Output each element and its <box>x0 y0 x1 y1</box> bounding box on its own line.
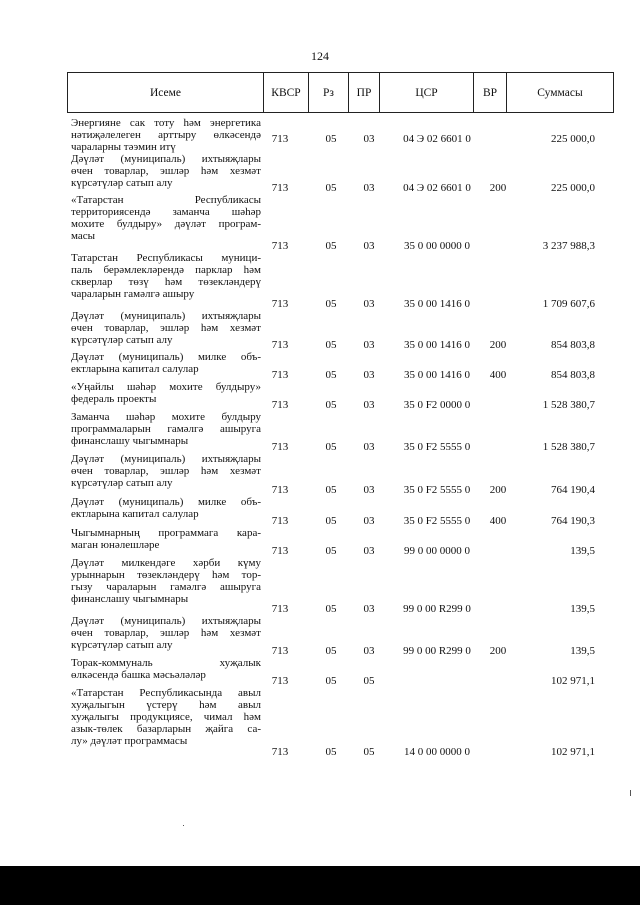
table-row <box>0 687 640 758</box>
kvsr-cell: 713 <box>271 132 289 145</box>
kvsr-cell: 713 <box>271 483 289 496</box>
row-name-line: Дәүләт (муниципаль) ихтыяҗлары <box>71 310 261 322</box>
vr-cell: 200 <box>489 338 507 351</box>
row-name <box>71 117 261 153</box>
row-name-line: Чыгымнарның программага кара- <box>71 527 261 539</box>
row-name-line: урыннарын төзекләндерү һәм тор- <box>71 569 261 582</box>
pr-cell: 05 <box>363 745 375 758</box>
sum-cell: 1 528 380,7 <box>542 440 595 453</box>
row-name-line: ектларына капитал салулар <box>71 508 199 521</box>
rz-cell: 05 <box>325 644 337 657</box>
rz-cell: 05 <box>325 674 337 687</box>
sum-cell: 225 000,0 <box>551 181 595 194</box>
pr-cell: 03 <box>363 483 375 496</box>
table-row <box>0 453 640 496</box>
budget-rows <box>0 117 640 758</box>
row-name-line: «Татарстан Республикасы <box>71 194 261 206</box>
pr-cell: 03 <box>363 239 375 252</box>
sum-cell: 854 803,8 <box>551 338 595 351</box>
row-name-line: Дәүләт (муниципаль) ихтыяҗлары <box>71 453 261 465</box>
row-name-line: нәтиҗәлелеген арттыру өлкәсендә <box>71 129 261 142</box>
row-name <box>71 351 261 375</box>
table-row <box>0 657 640 687</box>
csr-cell: 99 0 00 R299 0 <box>403 602 471 615</box>
vr-cell: 400 <box>489 514 507 527</box>
row-name-line: территориясендә заманча шәһәр <box>71 206 261 219</box>
csr-cell: 35 0 00 1416 0 <box>404 368 470 381</box>
kvsr-cell: 713 <box>271 544 289 557</box>
vr-cell: 200 <box>489 644 507 657</box>
row-name-line: Дәүләт (муниципаль) милке объ- <box>71 496 261 508</box>
row-name <box>71 310 261 346</box>
scan-speck <box>183 825 184 826</box>
rz-cell: 05 <box>325 398 337 411</box>
row-name-line: Дәүләт милкендәге хәрби күму <box>71 557 261 569</box>
vr-cell: 400 <box>489 368 507 381</box>
pr-cell: 03 <box>363 544 375 557</box>
header-vr: ВР <box>474 73 507 113</box>
row-name-line: өлкәсендә башка мәсьәләләр <box>71 669 206 682</box>
header-pr: ПР <box>349 73 380 113</box>
rz-cell: 05 <box>325 239 337 252</box>
kvsr-cell: 713 <box>271 368 289 381</box>
row-name-line: өчен товарлар, эшләр һәм хезмәт <box>71 465 261 478</box>
kvsr-cell: 713 <box>271 440 289 453</box>
row-name-line: скверлар төзү һәм төзекләндерү <box>71 276 261 289</box>
pr-cell: 03 <box>363 181 375 194</box>
pr-cell: 03 <box>363 398 375 411</box>
row-name-line: хуҗалыгы продукциясе, чимал һәм <box>71 711 261 724</box>
row-name-line: маган юнәлешләре <box>71 539 160 552</box>
pr-cell: 03 <box>363 338 375 351</box>
row-name-line: программаларын гамәлгә ашыруга <box>71 423 261 436</box>
row-name-line: Заманча шәһәр мохите булдыру <box>71 411 261 423</box>
header-sum: Суммасы <box>507 73 614 113</box>
rz-cell: 05 <box>325 745 337 758</box>
row-name-line: мохите булдыру» дәүләт програм- <box>71 218 261 231</box>
kvsr-cell: 713 <box>271 602 289 615</box>
kvsr-cell: 713 <box>271 745 289 758</box>
table-row <box>0 527 640 557</box>
table-row <box>0 194 640 252</box>
row-name-line: гызу чараларын гамәлгә ашыруга <box>71 581 261 594</box>
row-name-line: паль берәмлекләрендә парклар һәм <box>71 264 261 277</box>
rz-cell: 05 <box>325 181 337 194</box>
row-name <box>71 411 261 447</box>
rz-cell: 05 <box>325 514 337 527</box>
row-name-line: Дәүләт (муниципаль) ихтыяҗлары <box>71 615 261 627</box>
scan-speck <box>630 790 631 796</box>
rz-cell: 05 <box>325 602 337 615</box>
csr-cell: 35 0 F2 5555 0 <box>403 440 471 453</box>
row-name-line: ектларына капитал салулар <box>71 363 199 376</box>
csr-cell: 04 Э 02 6601 0 <box>403 132 471 145</box>
row-name-line: өчен товарлар, эшләр һәм хезмәт <box>71 165 261 178</box>
rz-cell: 05 <box>325 132 337 145</box>
table-header <box>67 72 614 113</box>
kvsr-cell: 713 <box>271 239 289 252</box>
sum-cell: 1 709 607,6 <box>542 297 595 310</box>
row-name-line: лу» дәүләт программасы <box>71 735 188 748</box>
sum-cell: 139,5 <box>570 544 595 557</box>
row-name <box>71 381 261 405</box>
kvsr-cell: 713 <box>271 297 289 310</box>
csr-cell: 99 0 00 0000 0 <box>404 544 470 557</box>
row-name <box>71 496 261 520</box>
csr-cell: 35 0 00 0000 0 <box>404 239 470 252</box>
rz-cell: 05 <box>325 544 337 557</box>
rz-cell: 05 <box>325 297 337 310</box>
row-name-line: Татарстан Республикасы муници- <box>71 252 261 264</box>
kvsr-cell: 713 <box>271 338 289 351</box>
row-name-line: күрсәтүләр сатып алу <box>71 477 173 490</box>
kvsr-cell: 713 <box>271 644 289 657</box>
row-name <box>71 194 261 242</box>
row-name-line: «Уңайлы шәһәр мохите булдыру» <box>71 381 261 393</box>
sum-cell: 139,5 <box>570 644 595 657</box>
row-name <box>71 252 261 300</box>
kvsr-cell: 713 <box>271 674 289 687</box>
pr-cell: 03 <box>363 132 375 145</box>
row-name <box>71 615 261 651</box>
table-row <box>0 615 640 657</box>
header-name: Исеме <box>68 73 264 113</box>
row-name-line: Дәүләт (муниципаль) ихтыяҗлары <box>71 153 261 165</box>
row-name-line: өчен товарлар, эшләр һәм хезмәт <box>71 627 261 640</box>
row-name <box>71 153 261 189</box>
row-name <box>71 687 261 747</box>
table-row <box>0 310 640 351</box>
csr-cell: 14 0 00 0000 0 <box>404 745 470 758</box>
header-rz: Рз <box>309 73 349 113</box>
row-name-line: финанслашу чыгымнары <box>71 435 189 448</box>
kvsr-cell: 713 <box>271 398 289 411</box>
csr-cell: 35 0 00 1416 0 <box>404 297 470 310</box>
csr-cell: 35 0 F2 5555 0 <box>403 514 471 527</box>
page-number: 124 <box>311 49 329 63</box>
table-row <box>0 557 640 615</box>
sum-cell: 1 528 380,7 <box>542 398 595 411</box>
csr-cell: 35 0 F2 0000 0 <box>403 398 471 411</box>
header-csr: ЦСР <box>380 73 474 113</box>
sum-cell: 3 237 988,3 <box>542 239 595 252</box>
sum-cell: 102 971,1 <box>551 674 595 687</box>
row-name <box>71 557 261 605</box>
sum-cell: 854 803,8 <box>551 368 595 381</box>
pr-cell: 05 <box>363 674 375 687</box>
pr-cell: 03 <box>363 297 375 310</box>
csr-cell: 35 0 F2 5555 0 <box>403 483 471 496</box>
row-name-line: Энергияне сак тоту һәм энергетика <box>71 117 261 129</box>
header-kvsr: КВСР <box>264 73 309 113</box>
vr-cell: 200 <box>489 181 507 194</box>
csr-cell: 99 0 00 R299 0 <box>403 644 471 657</box>
kvsr-cell: 713 <box>271 181 289 194</box>
csr-cell: 04 Э 02 6601 0 <box>403 181 471 194</box>
row-name-line: өчен товарлар, эшләр һәм хезмәт <box>71 322 261 335</box>
row-name-line: масы <box>71 230 96 243</box>
sum-cell: 764 190,4 <box>551 483 595 496</box>
pr-cell: 03 <box>363 514 375 527</box>
row-name-line: Дәүләт (муниципаль) милке объ- <box>71 351 261 363</box>
row-name-line: хуҗалыгын үстерү һәм авыл <box>71 699 261 712</box>
row-name <box>71 527 261 551</box>
table-row <box>0 153 640 194</box>
rz-cell: 05 <box>325 440 337 453</box>
sum-cell: 139,5 <box>570 602 595 615</box>
sum-cell: 102 971,1 <box>551 745 595 758</box>
row-name-line: финанслашу чыгымнары <box>71 593 189 606</box>
row-name-line: «Татарстан Республикасында авыл <box>71 687 261 699</box>
pr-cell: 03 <box>363 368 375 381</box>
rz-cell: 05 <box>325 338 337 351</box>
table-row <box>0 381 640 411</box>
row-name-line: чараларны тәэмин итү <box>71 141 176 154</box>
rz-cell: 05 <box>325 483 337 496</box>
table-row <box>0 351 640 381</box>
row-name-line: чараларын гамәлгә ашыру <box>71 288 195 301</box>
table-row <box>0 496 640 527</box>
row-name-line: күрсәтүләр сатып алу <box>71 334 173 347</box>
row-name <box>71 453 261 489</box>
row-name-line: күрсәтүләр сатып алу <box>71 639 173 652</box>
pr-cell: 03 <box>363 440 375 453</box>
pr-cell: 03 <box>363 602 375 615</box>
row-name-line: Торак-коммуналь хуҗалык <box>71 657 261 669</box>
row-name-line: федераль проекты <box>71 393 157 406</box>
kvsr-cell: 713 <box>271 514 289 527</box>
sum-cell: 764 190,3 <box>551 514 595 527</box>
table-row <box>0 411 640 453</box>
pr-cell: 03 <box>363 644 375 657</box>
rz-cell: 05 <box>325 368 337 381</box>
csr-cell: 35 0 00 1416 0 <box>404 338 470 351</box>
row-name-line: күрсәтүләр сатып алу <box>71 177 173 190</box>
vr-cell: 200 <box>489 483 507 496</box>
scan-border <box>0 866 640 905</box>
table-row <box>0 252 640 310</box>
row-name-line: азык-төлек базарларын җайга са- <box>71 723 261 736</box>
row-name <box>71 657 261 681</box>
sum-cell: 225 000,0 <box>551 132 595 145</box>
